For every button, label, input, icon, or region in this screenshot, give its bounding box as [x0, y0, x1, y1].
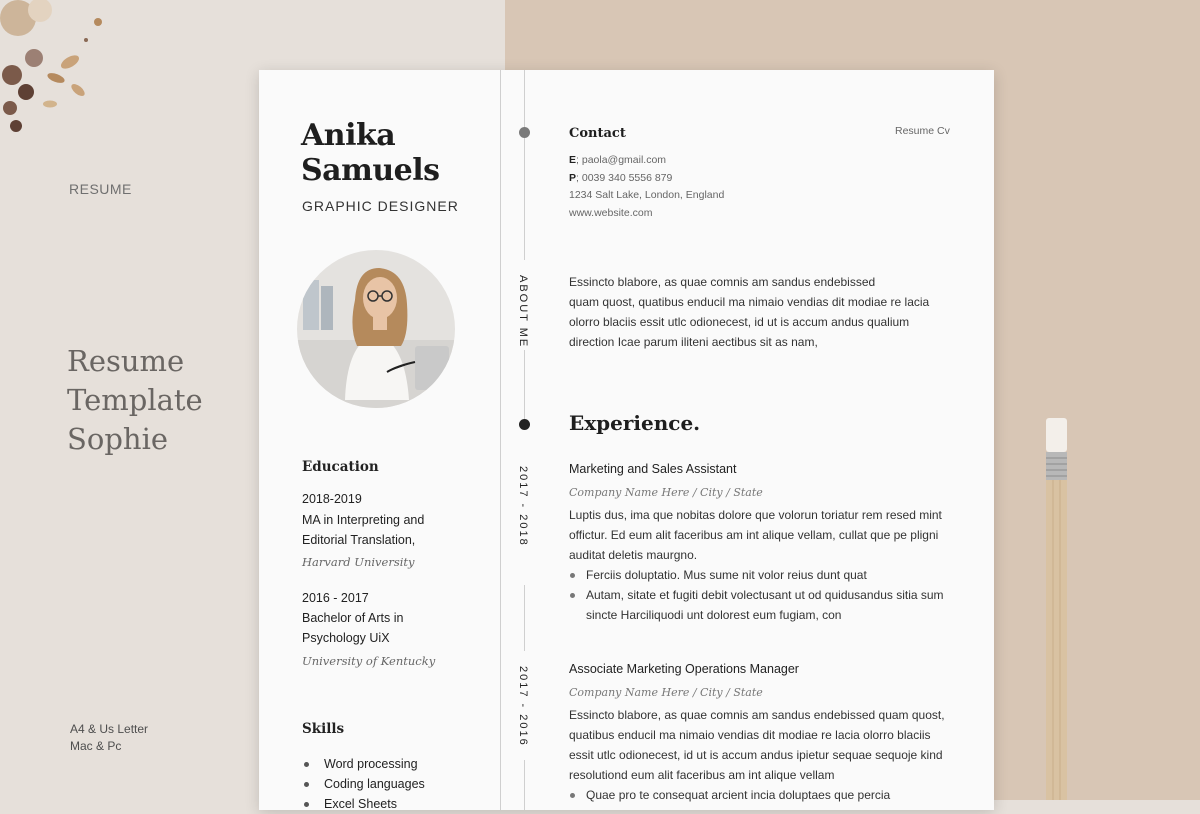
education-degree: [302, 510, 502, 550]
desc-line: essit utlc odionecest, id ut is accum andus ipietur sequae sequoje kind: [569, 748, 943, 762]
about-line: Essincto blabore, as quae comnis am sandus endebissed: [569, 275, 876, 289]
degree-line: Editorial Translation,: [302, 533, 416, 547]
desc-line: auditat deletis maurgno.: [569, 548, 698, 562]
about-text: [569, 272, 949, 352]
contact-details: [569, 152, 724, 222]
about-line: quam quost, quatibus enducil ma nimaio vendias dit modiae re lacia: [569, 295, 930, 309]
phone-value: 0039 340 5556 879: [581, 171, 673, 184]
email-label: E: [569, 154, 577, 166]
education-degree: [302, 608, 502, 648]
resume-cv-label: Resume Cv: [895, 125, 950, 137]
job-company: Company Name Here / City / State: [569, 686, 763, 699]
job-bullet: Quae pro te consequat arcient incia doluptaes que percia: [569, 785, 890, 805]
website-line: www.website.com: [569, 206, 653, 219]
about-me-label: ABOUT ME: [517, 275, 529, 349]
timeline-dot: [519, 419, 530, 430]
job-bullets: [569, 565, 944, 625]
skills-list: [302, 754, 425, 814]
resume-sheet: [259, 70, 994, 810]
contact-heading: Contact: [569, 126, 626, 141]
profile-photo: [297, 250, 455, 408]
side-format-info: [70, 721, 148, 755]
phone-line: P; 0039 340 5556 879: [569, 171, 673, 184]
degree-line: Bachelor of Arts in: [302, 611, 404, 625]
education-school: University of Kentucky: [302, 654, 436, 668]
degree-line: MA in Interpreting and: [302, 513, 425, 527]
education-years: 2018-2019: [302, 492, 362, 506]
side-title-line: Resume: [67, 344, 185, 378]
desc-line: Essincto blabore, as quae comnis am sandus endebissed quam quost,: [569, 708, 945, 722]
address-line: 1234 Salt Lake, London, England: [569, 189, 725, 201]
job-description: [569, 505, 942, 565]
skill-item: Word processing: [302, 754, 425, 774]
desc-line: quatibus enducil ma nimaio vendias dit modiae re lacia olorro blaciis: [569, 728, 931, 742]
side-template-title: [67, 342, 203, 459]
timeline-line: [524, 70, 525, 132]
email-value: paola@gmail.com: [581, 154, 667, 166]
format-line: A4 & Us Letter: [70, 722, 149, 736]
education-heading: Education: [302, 459, 379, 475]
skill-item: Coding languages: [302, 774, 425, 794]
job-bullet: Autam, sitate et fugiti debit volectusant ut od quidusandus sitia sum: [569, 585, 944, 605]
degree-line: Psychology UiX: [302, 631, 390, 645]
floral-decoration: [0, 0, 110, 140]
desc-line: offictur. Ed eum alit faceribus am int alique vellam, cullat que pe pligni: [569, 528, 939, 542]
job-description: [569, 705, 945, 785]
education-years: 2016 - 2017: [302, 591, 369, 605]
job-title: Associate Marketing Operations Manager: [569, 662, 799, 676]
skill-item: Excel Sheets: [302, 794, 425, 814]
desc-line: Luptis dus, ima que nobitas dolore que volorun toriatur rem resed mint: [569, 508, 942, 522]
job-bullets: [569, 785, 890, 805]
column-divider: [500, 70, 501, 810]
experience-heading: Experience.: [569, 411, 701, 435]
about-line: olorro blaciis essit utlc odionecest, id ut is accum andus qualium: [569, 315, 910, 329]
desc-line: resolutiond eum alit faceribus am int alique vellam: [569, 768, 835, 782]
education-school: Harvard University: [302, 555, 415, 569]
phone-label: P: [569, 171, 577, 184]
side-title-line: Sophie: [67, 422, 169, 456]
job-title: Marketing and Sales Assistant: [569, 462, 737, 476]
name-line: Anika: [301, 118, 396, 153]
email-line: E; paola@gmail.com: [569, 154, 667, 166]
about-line: direction Icae parum iliteni aectibus sit as nam,: [569, 335, 818, 349]
timeline-line: [524, 585, 525, 651]
timeline-dot: [519, 127, 530, 138]
name-line: Samuels: [301, 153, 440, 188]
format-line: Mac & Pc: [70, 739, 122, 753]
timeline-line: [524, 350, 525, 419]
job-bullet-continued: sincte Harciliquodi unt dolorest eum fugiam, con: [586, 608, 842, 622]
job-company: Company Name Here / City / State: [569, 486, 763, 499]
job-bullet: Ferciis doluptatio. Mus sume nit volor reius dunt quat: [569, 565, 944, 585]
side-resume-label: RESUME: [69, 181, 132, 197]
side-title-line: Template: [67, 383, 203, 417]
skills-heading: Skills: [302, 721, 345, 737]
timeline-line: [524, 760, 525, 810]
pencil-decoration: [1045, 418, 1068, 800]
job-years-label: 2017 - 2018: [517, 466, 529, 547]
job-years-label: 2017 - 2016: [517, 666, 529, 747]
candidate-role: GRAPHIC DESIGNER: [302, 198, 459, 214]
candidate-name: [301, 118, 440, 188]
timeline-line: [524, 138, 525, 260]
